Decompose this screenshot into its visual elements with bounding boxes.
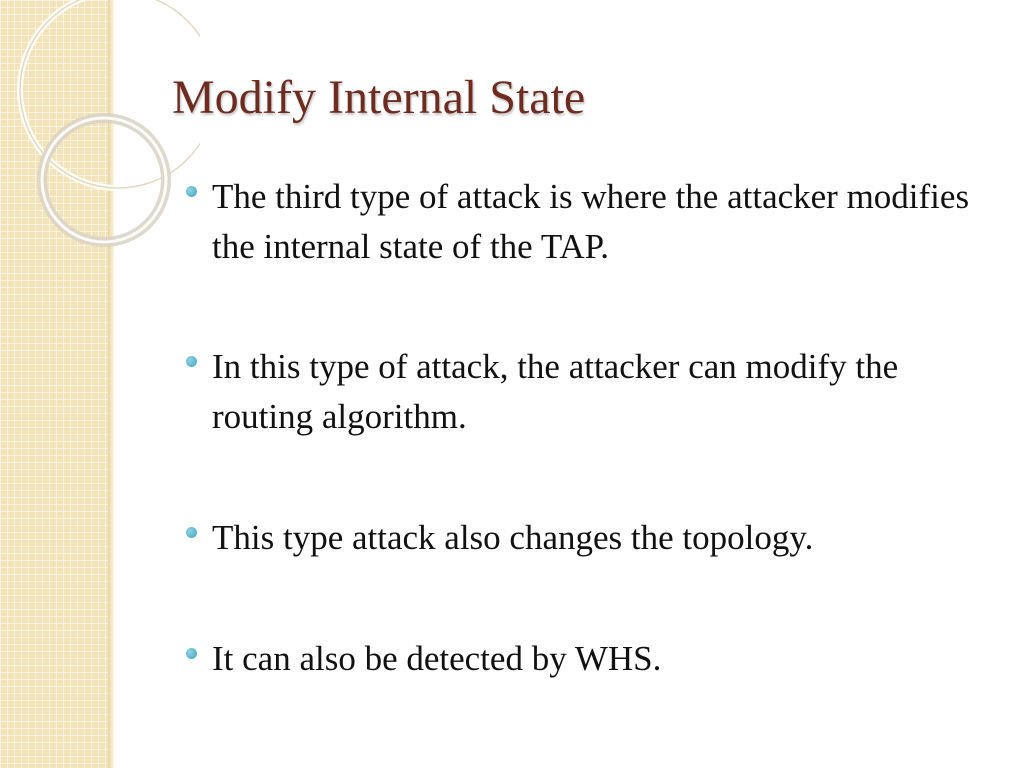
bullet-dot-icon bbox=[186, 186, 197, 197]
bullet-dot-icon bbox=[186, 356, 197, 367]
slide-title: Modify Internal State bbox=[172, 71, 586, 124]
bullet-item bbox=[186, 634, 996, 684]
bullet-dot-icon bbox=[186, 648, 197, 659]
bullet-text: It can also be detected by WHS. bbox=[212, 639, 662, 678]
bullet-item bbox=[186, 172, 996, 272]
bullet-dot-icon bbox=[186, 527, 197, 538]
bullet-text: In this type of attack, the attacker can modify the routing algorithm. bbox=[212, 347, 899, 436]
band-edge-divider bbox=[108, 0, 114, 768]
bullet-text: This type attack also changes the topology. bbox=[212, 518, 814, 557]
bullet-item bbox=[186, 342, 996, 442]
decorative-grid-band bbox=[0, 0, 112, 768]
bullet-text: The third type of attack is where the attacker modifies the internal state of the TAP. bbox=[212, 177, 970, 266]
bullet-item bbox=[186, 513, 996, 563]
